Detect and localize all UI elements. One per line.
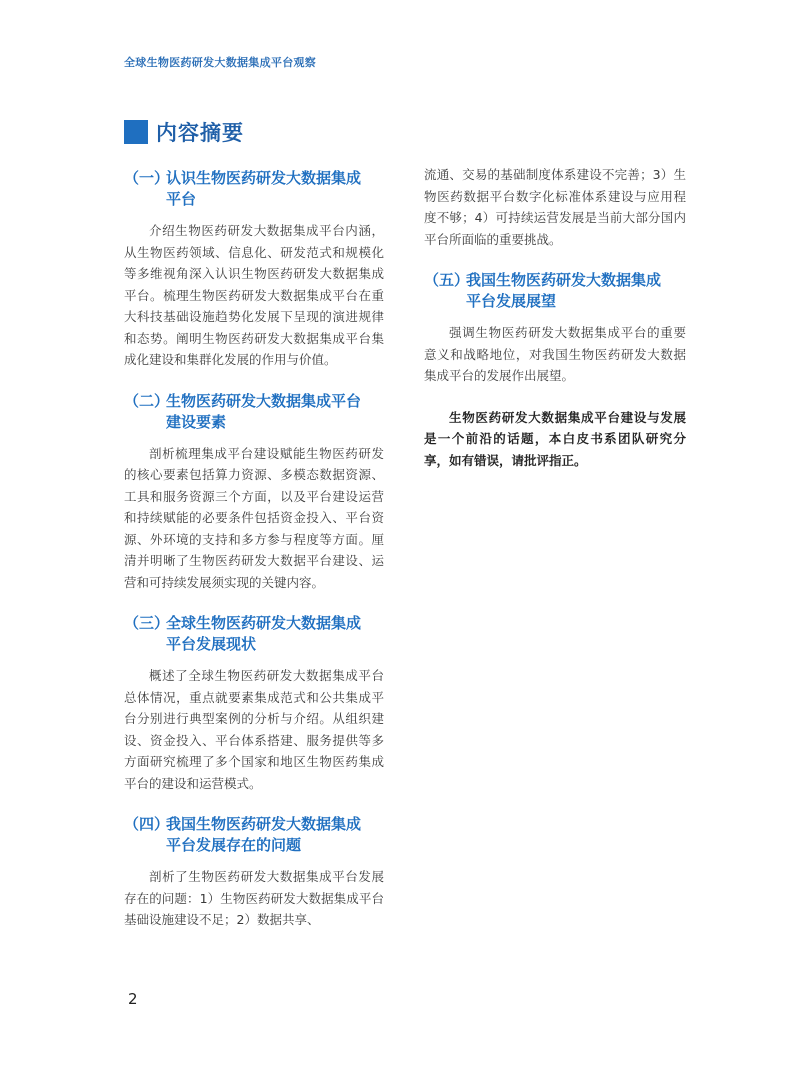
section-title-text: 内容摘要 xyxy=(156,121,244,145)
heading-1-line1: 认识生物医药研发大数据集成 xyxy=(166,169,362,187)
heading-3-line2: 平台发展现状 xyxy=(166,635,257,653)
paragraph-3: 概述了全球生物医药研发大数据集成平台总体情况，重点就要素集成范式和公共集成平台分别进行典型案例的分析与介绍。从组织建设、资金投入、平台体系搭建、服务提供等多方面研究梳理了多个国家和地区生物医药集成平台的建设和运营模式。 xyxy=(124,668,384,791)
heading-2-line2: 建设要素 xyxy=(166,412,227,431)
heading-3 xyxy=(124,613,384,655)
title-square-marker xyxy=(124,120,148,144)
heading-1-number: （一） xyxy=(124,169,170,187)
heading-5-number: （五） xyxy=(424,271,470,289)
closing-note: 生物医药研发大数据集成平台建设与发展是一个前沿的话题，本白皮书系团队研究分享，如有错误，请批评指正。 xyxy=(424,409,686,468)
paragraph-4: 剖析了生物医药研发大数据集成平台发展存在的问题：1）生物医药研发大数据集成平台基础设施建设不足；2）数据共享、 xyxy=(124,869,384,927)
heading-5-line1: 我国生物医药研发大数据集成 xyxy=(466,271,662,289)
left-column xyxy=(124,168,384,951)
heading-1-line2: 平台 xyxy=(166,190,197,208)
section-title xyxy=(124,120,244,144)
heading-2 xyxy=(124,391,384,433)
paragraph-1: 介绍生物医药研发大数据集成平台内涵，从生物医药领域、信息化、研发范式和规模化等多维视角深入认识生物医药研发大数据集成平台。梳理生物医药研发大数据集成平台在重大科技基础设施趋势化发展下呈现的演进规律和态势。阐明生物医药研发大数据集成平台集成化建设和集群化发展的作用与价值。 xyxy=(124,223,384,367)
heading-4-number: （四） xyxy=(124,815,170,833)
heading-3-number: （三） xyxy=(124,614,170,632)
page-number: 2 xyxy=(128,990,138,1008)
right-column xyxy=(424,164,686,491)
heading-1 xyxy=(124,168,384,210)
heading-5 xyxy=(424,270,686,312)
heading-3-line1: 全球生物医药研发大数据集成 xyxy=(166,614,362,632)
running-header: 全球生物医药研发大数据集成平台观察 xyxy=(124,56,317,69)
paragraph-2: 剖析梳理集成平台建设赋能生物医药研发的核心要素包括算力资源、多模态数据资源、工具和服务资源三个方面，以及平台建设运营和持续赋能的必要条件包括资金投入、平台资源、外环境的支持和多方参与程度等方面。厘清并明晰了生物医药研发大数据平台建设、运营和可持续发展须实现的关键内容。 xyxy=(124,445,384,590)
paragraph-5: 强调生物医药研发大数据集成平台的重要意义和战略地位，对我国生物医药研发大数据集成平台的发展作出展望。 xyxy=(424,325,686,383)
heading-5-line2: 平台发展展望 xyxy=(466,292,557,310)
heading-2-number: （二） xyxy=(124,391,170,410)
heading-4-line1: 我国生物医药研发大数据集成 xyxy=(166,815,362,833)
heading-4-line2: 平台发展存在的问题 xyxy=(166,836,302,854)
heading-2-line1: 生物医药研发大数据集成平台 xyxy=(166,391,362,410)
paragraph-4-continued: 流通、交易的基础制度体系建设不完善；3）生物医药数据平台数字化标准体系建设与应用程度不够；4）可持续运营发展是当前大部分国内平台所面临的重要挑战。 xyxy=(424,167,686,247)
heading-4 xyxy=(124,814,384,856)
